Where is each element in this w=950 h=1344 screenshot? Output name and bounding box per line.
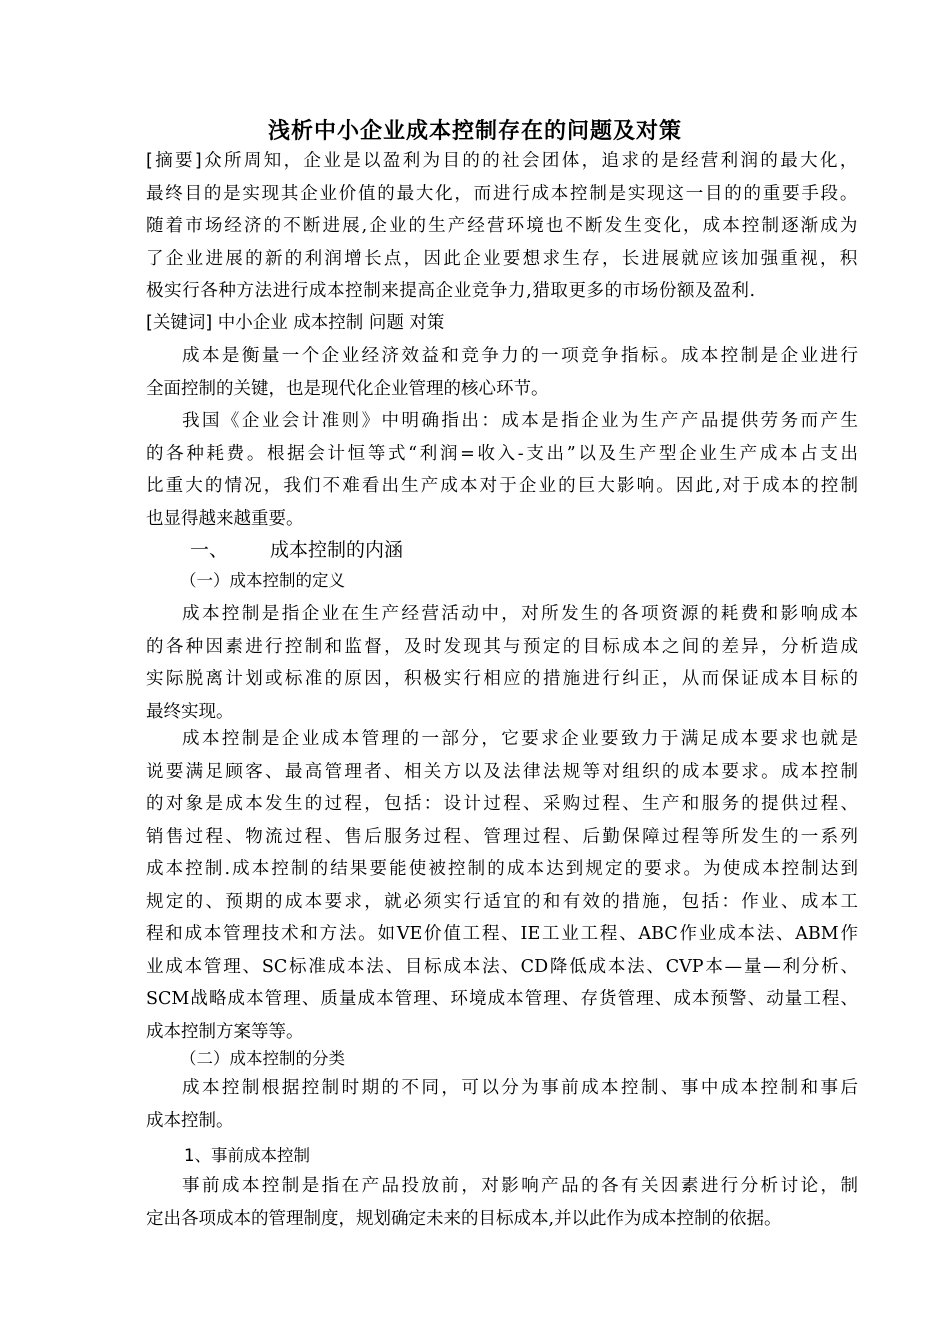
paragraph-line: 程和成本管理技术和方法。如VE价值工程、IE工业工程、ABC作业成本法、ABM作 bbox=[146, 924, 858, 944]
keywords-text: 中小企业 成本控制 问题 对策 bbox=[212, 313, 445, 333]
paragraph-line: 我国《企业会计准则》中明确指出：成本是指企业为生产产品提供劳务而产生 bbox=[182, 411, 858, 431]
abstract bbox=[146, 145, 858, 308]
subsection-heading: （一）成本控制的定义 bbox=[180, 571, 345, 590]
paragraph-line: 成本控制是指企业在生产经营活动中，对所发生的各项资源的耗费和影响成本 bbox=[182, 604, 858, 624]
paragraph-line: 规定的、预期的成本要求，就必须实行适宜的和有效的措施，包括：作业、成本工 bbox=[146, 891, 858, 912]
paragraph-line: 的各种耗费。根据会计恒等式“利润=收入-支出”以及生产型企业生产成本占支出 bbox=[146, 443, 858, 464]
paragraph bbox=[146, 598, 858, 728]
abstract-line: 极实行各种方法进行成本控制来提高企业竞争力,猎取更多的市场份额及盈利. bbox=[146, 281, 756, 301]
section-number: 一、 bbox=[190, 539, 229, 561]
paragraph bbox=[146, 1170, 858, 1235]
paragraph-line: SCM战略成本管理、质量成本管理、环境成本管理、存货管理、成本预警、动量工程、 bbox=[146, 989, 858, 1009]
paragraph-line: 成本控制.成本控制的结果要能使被控制的成本达到规定的要求。为使成本控制达到 bbox=[146, 859, 858, 879]
paragraph-line: 事前成本控制是指在产品投放前，对影响产品的各有关因素进行分析讨论，制 bbox=[182, 1176, 858, 1196]
keywords-label: [关键词] bbox=[146, 313, 213, 333]
abstract-line: 最终目的是实现其企业价值的最大化，而进行成本控制是实现这一目的的重要手段。 bbox=[146, 183, 858, 204]
paragraph-line: 销售过程、物流过程、售后服务过程、管理过程、后勤保障过程等所发生的一系列 bbox=[146, 826, 858, 847]
paragraph-line: 的各种因素进行控制和监督，及时发现其与预定的目标成本之间的差异，分析造成 bbox=[146, 636, 858, 657]
keywords bbox=[146, 307, 858, 340]
paragraph-line: 成本控制方案等等。 bbox=[146, 1021, 304, 1042]
paragraph-line: 定出各项成本的管理制度，规划确定未来的目标成本,并以此作为成本控制的依据。 bbox=[146, 1208, 782, 1229]
paragraph-line: 成本是衡量一个企业经济效益和竞争力的一项竞争指标。成本控制是企业进行 bbox=[182, 346, 858, 366]
paragraph-line: 的对象是成本发生的过程，包括：设计过程、采购过程、生产和服务的提供过程、 bbox=[146, 794, 858, 814]
subsection-heading: （二）成本控制的分类 bbox=[180, 1049, 345, 1068]
paragraph-line: 也显得越来越重要。 bbox=[146, 508, 304, 529]
paragraph-line: 成本控制根据控制时期的不同，可以分为事前成本控制、事中成本控制和事后 bbox=[182, 1078, 858, 1098]
paragraph-line: 最终实现。 bbox=[146, 701, 234, 722]
sub-subsection-heading: 1、事前成本控制 bbox=[184, 1146, 310, 1165]
paragraph bbox=[146, 1072, 858, 1137]
paragraph-line: 成本控制是企业成本管理的一部分，它要求企业要致力于满足成本要求也就是 bbox=[182, 729, 858, 749]
paragraph-line: 说要满足顾客、最高管理者、相关方以及法律法规等对组织的成本要求。成本控制 bbox=[146, 761, 858, 782]
paragraph bbox=[146, 723, 858, 1048]
paragraph bbox=[146, 405, 858, 535]
document-title: 浅析中小企业成本控制存在的问题及对策 bbox=[267, 119, 682, 144]
abstract-label: [摘要] bbox=[146, 151, 203, 171]
paragraph bbox=[146, 340, 858, 405]
abstract-line: [摘要]众所周知，企业是以盈利为目的的社会团体，追求的是经营利润的最大化， bbox=[146, 151, 858, 171]
abstract-line: 了企业进展的新的利润增长点，因此企业要想求生存，长进展就应该加强重视，积 bbox=[146, 248, 858, 269]
paragraph-line: 成本控制。 bbox=[146, 1110, 234, 1131]
section-heading-1 bbox=[190, 535, 403, 562]
abstract-line: 随着市场经济的不断进展,企业的生产经营环境也不断发生变化，成本控制逐渐成为 bbox=[146, 216, 858, 236]
paragraph-line: 实际脱离计划或标准的原因，积极实行相应的措施进行纠正，从而保证成本目标的 bbox=[146, 669, 858, 689]
paragraph-line: 比重大的情况，我们不难看出生产成本对于企业的巨大影响。因此,对于成本的控制 bbox=[146, 476, 858, 496]
paragraph-line: 全面控制的关键，也是现代化企业管理的核心环节。 bbox=[146, 378, 549, 399]
section-title: 成本控制的内涵 bbox=[270, 539, 404, 561]
paragraph-line: 业成本管理、SC标准成本法、目标成本法、CD降低成本法、CVP本—量—利分析、 bbox=[146, 956, 858, 977]
